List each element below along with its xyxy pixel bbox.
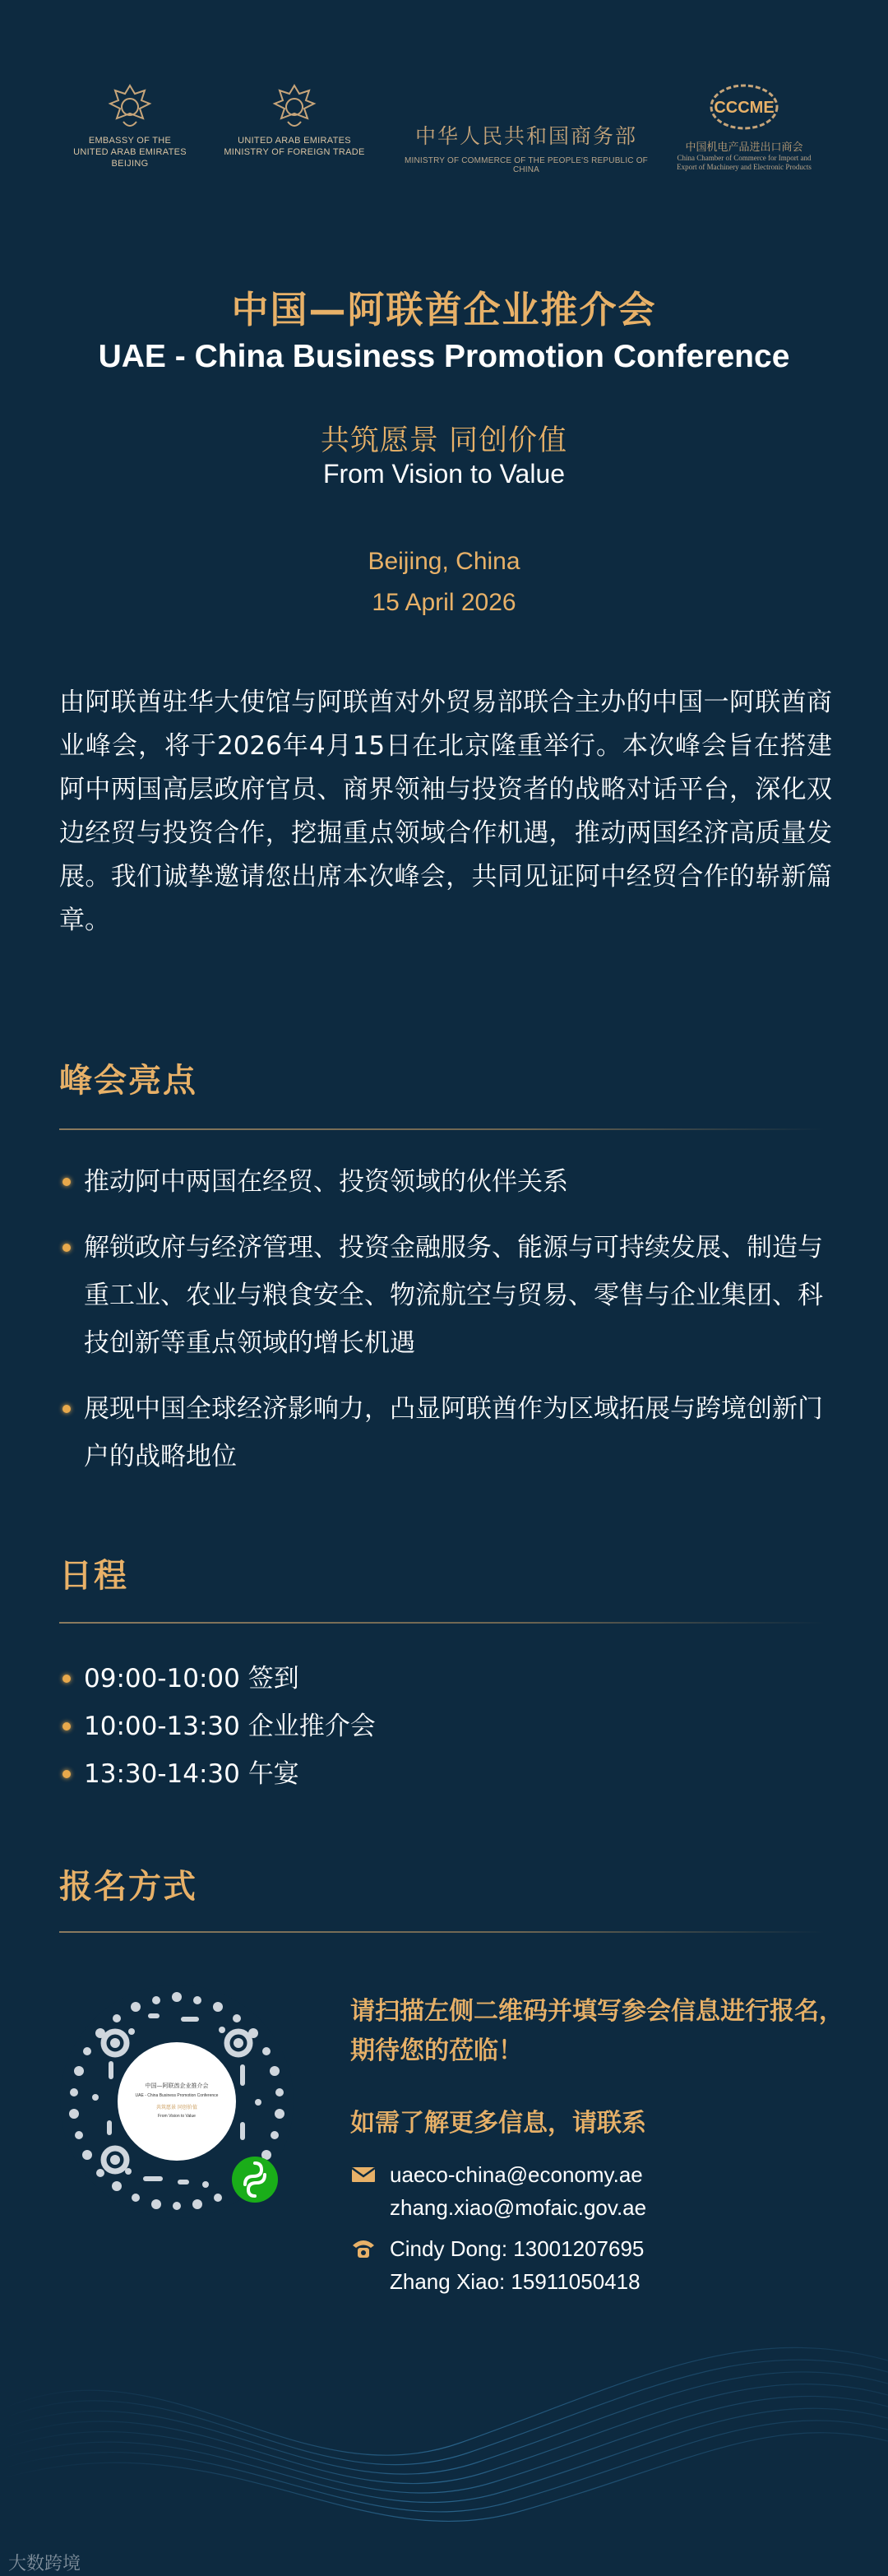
registration-title: 报名方式 bbox=[59, 1868, 197, 1906]
list-item: 解锁政府与经济管理、投资金融服务、能源与可持续发展、制造与重工业、农业与粮食安全、物流航空与贸易、零售与企业集团、科技创新等重点领域的增长机遇 bbox=[59, 1224, 832, 1367]
mofa-caption-2: MINISTRY OF FOREIGN TRADE bbox=[224, 147, 365, 157]
cccme-mark-icon bbox=[707, 82, 781, 132]
qr-center-slogan-en: From Vision to Value bbox=[158, 2114, 196, 2119]
watermark-text: 大数跨境 bbox=[8, 2554, 81, 2574]
page-title-zh: 中国—阿联酋企业推介会 bbox=[231, 288, 657, 331]
email-link[interactable]: zhang.xiao@mofaic.gov.ae bbox=[390, 2195, 647, 2220]
cccme-logo bbox=[658, 82, 830, 172]
qr-center-badge bbox=[118, 2042, 236, 2161]
mofcom-name-zh: 中华人民共和国商务部 bbox=[414, 124, 637, 148]
mofa-caption-1: UNITED ARAB EMIRATES bbox=[238, 136, 351, 146]
embassy-caption-2: UNITED ARAB EMIRATES bbox=[73, 147, 187, 157]
schedule-divider bbox=[59, 1622, 824, 1624]
list-item: 推动阿中两国在经贸、投资领域的伙伴关系 bbox=[59, 1158, 832, 1206]
mofcom-logo bbox=[395, 120, 658, 174]
list-item: 展现中国全球经济影响力，凸显阿联酋作为区域拓展与跨境创新门户的战略地位 bbox=[59, 1385, 832, 1480]
cccme-name-zh: 中国机电产品进出口商会 bbox=[685, 141, 803, 154]
schedule-title: 日程 bbox=[59, 1557, 128, 1595]
page-title-en: UAE - China Business Promotion Conference bbox=[98, 339, 790, 374]
email-link[interactable]: uaeco-china@economy.ae bbox=[390, 2162, 643, 2187]
slogan-en: From Vision to Value bbox=[322, 459, 566, 489]
telephone-icon bbox=[350, 2237, 377, 2260]
highlights-divider bbox=[59, 1128, 824, 1130]
qr-center-slogan-zh: 共筑愿景 同创价值 bbox=[156, 2105, 197, 2110]
cccme-name-en-1: China Chamber of Commerce for Import and bbox=[677, 154, 812, 162]
phone-link[interactable]: Zhang Xiao: 15911050418 bbox=[390, 2269, 641, 2294]
list-item: 13:30-14:30 午宴 bbox=[59, 1750, 832, 1798]
contact-heading: 如需了解更多信息，请联系 bbox=[350, 2109, 646, 2138]
schedule-list bbox=[59, 1655, 832, 1798]
highlights-title: 峰会亮点 bbox=[59, 1062, 197, 1100]
registration-qr-code[interactable] bbox=[58, 1982, 296, 2221]
email-contacts bbox=[350, 2158, 646, 2224]
qr-center-title-zh: 中国—阿联酋企业推介会 bbox=[145, 2083, 209, 2089]
embassy-caption-1: EMBASSY OF THE bbox=[88, 136, 172, 146]
logo-bar bbox=[0, 82, 888, 206]
cccme-name-en-2: Export of Machinery and Electronic Products bbox=[677, 163, 812, 171]
list-item: 10:00-13:30 企业推介会 bbox=[59, 1703, 832, 1750]
event-date: 15 April 2026 bbox=[372, 589, 516, 616]
intro-paragraph: 由阿联酋驻华大使馆与阿联酋对外贸易部联合主办的中国一阿联酋商业峰会，将于2026年4月15日在北京隆重举行。本次峰会旨在搭建阿中两国高层政府官员、商界领袖与投资者的战略对话平台，深化双边经贸与投资合作，挖掘重点领域合作机遇，推动两国经济高质量发展。我们诚挚邀请您出席本次峰会，共同见证阿中经贸合作的崭新篇章。 bbox=[59, 688, 832, 935]
highlights-list bbox=[59, 1158, 832, 1480]
registration-divider bbox=[59, 1931, 824, 1933]
registration-instruction: 请扫描左侧二维码并填写参会信息进行报名，期待您的莅临！ bbox=[350, 1997, 844, 2065]
uae-embassy-logo bbox=[64, 82, 196, 169]
falcon-emblem-icon bbox=[105, 82, 155, 135]
uae-mofa-logo bbox=[220, 82, 368, 158]
cccme-mark-text: CCCME bbox=[714, 99, 775, 117]
mofcom-name-en: MINISTRY OF COMMERCE OF THE PEOPLE'S REPUBLIC OF CHINA bbox=[404, 156, 648, 174]
embassy-caption-3: BEIJING bbox=[111, 159, 149, 169]
qr-center-title-en: UAE - China Business Promotion Conference bbox=[135, 2093, 219, 2098]
phone-link[interactable]: Cindy Dong: 13001207695 bbox=[390, 2236, 645, 2261]
decorative-wave-lines bbox=[0, 2286, 888, 2576]
slogan-zh: 共筑愿景 同创价值 bbox=[320, 424, 568, 457]
envelope-icon bbox=[350, 2163, 377, 2186]
falcon-emblem-icon bbox=[270, 82, 319, 135]
list-item: 09:00-10:00 签到 bbox=[59, 1655, 832, 1703]
event-location: Beijing, China bbox=[368, 548, 520, 575]
